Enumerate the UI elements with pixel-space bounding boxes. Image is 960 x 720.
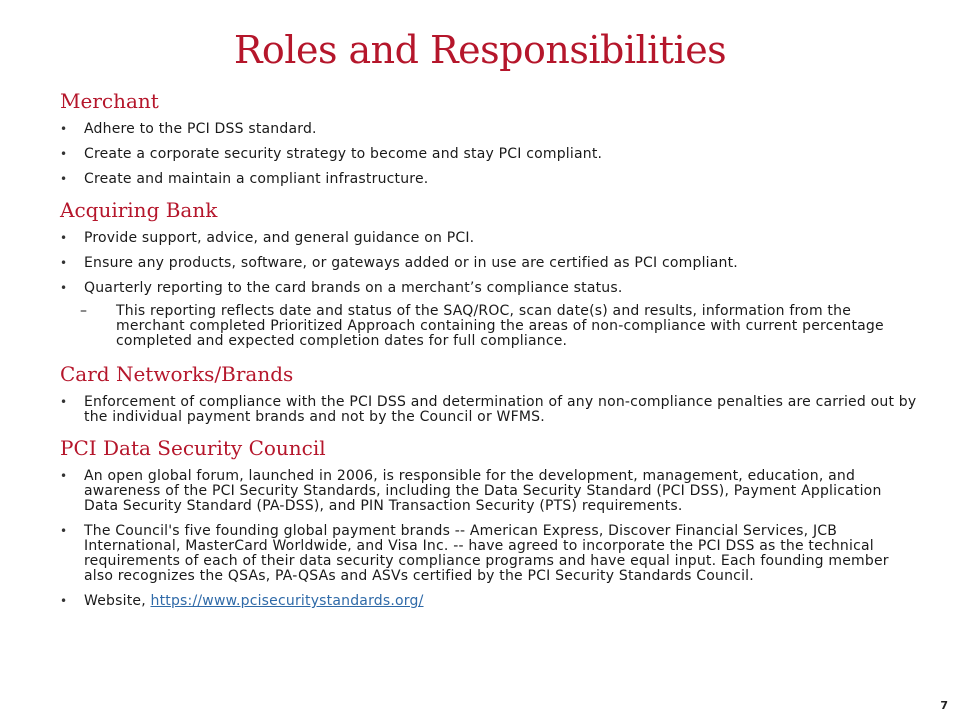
bullet-list xyxy=(60,395,920,425)
section-heading: Acquiring Bank xyxy=(60,198,218,222)
page-number: 7 xyxy=(940,699,948,712)
bullet-item: • Quarterly reporting to the card brands on a merchant’s compliance status. xyxy=(60,281,920,296)
bullet-item: • The Council's five founding global payment brands -- American Express, Discover Financial Services, JCB International, MasterCard Worldwide, and Visa Inc. -- have agreed to incorporate the PCI DSS as the technical requirements of each of their data security compliance programs and have equal input. Each founding member also recognizes the QSAs, PA-QSAs and ASVs certified by the PCI Security Standards Council. xyxy=(60,524,920,584)
slide-content xyxy=(60,88,920,619)
bullet-list xyxy=(60,469,920,609)
sub-bullet-text: This reporting reflects date and status of the SAQ/ROC, scan date(s) and results, information from the merchant completed Prioritized Approach containing the areas of non-compliance with current percentage completed and expected completion dates for full compliance. xyxy=(116,303,884,349)
website-label: Website, xyxy=(84,593,146,609)
section-merchant xyxy=(60,88,920,187)
bullet-item: • Provide support, advice, and general guidance on PCI. xyxy=(60,231,920,246)
bullet-item: • Ensure any products, software, or gateways added or in use are certified as PCI compliant. xyxy=(60,256,920,271)
dash-marker: – xyxy=(80,303,88,319)
section-heading: Merchant xyxy=(60,89,159,113)
section-heading: PCI Data Security Council xyxy=(60,436,326,460)
bullet-item: • Enforcement of compliance with the PCI DSS and determination of any non-compliance penalties are carried out by the individual payment brands and not by the Council or WFMS. xyxy=(60,395,920,425)
bullet-item-website xyxy=(60,594,920,609)
bullet-list xyxy=(60,231,920,296)
bullet-item: • Create a corporate security strategy to become and stay PCI compliant. xyxy=(60,147,920,162)
section-card-networks xyxy=(60,361,920,425)
section-pci-council xyxy=(60,435,920,609)
sub-bullet-item xyxy=(60,304,920,349)
bullet-item: • Adhere to the PCI DSS standard. xyxy=(60,122,920,137)
bullet-list xyxy=(60,122,920,187)
slide-title: Roles and Responsibilities xyxy=(233,28,727,72)
section-heading: Card Networks/Brands xyxy=(60,362,294,386)
bullet-item: • Create and maintain a compliant infrastructure. xyxy=(60,172,920,187)
bullet-item: • An open global forum, launched in 2006, is responsible for the development, management, education, and awareness of the PCI Security Standards, including the Data Security Standard (PCI DSS), Payment Application Data Security Standard (PA-DSS), and PIN Transaction Security (PTS) requirements. xyxy=(60,469,920,514)
section-acquiring-bank xyxy=(60,197,920,349)
website-link[interactable]: https://www.pcisecuritystandards.org/ xyxy=(150,593,424,609)
